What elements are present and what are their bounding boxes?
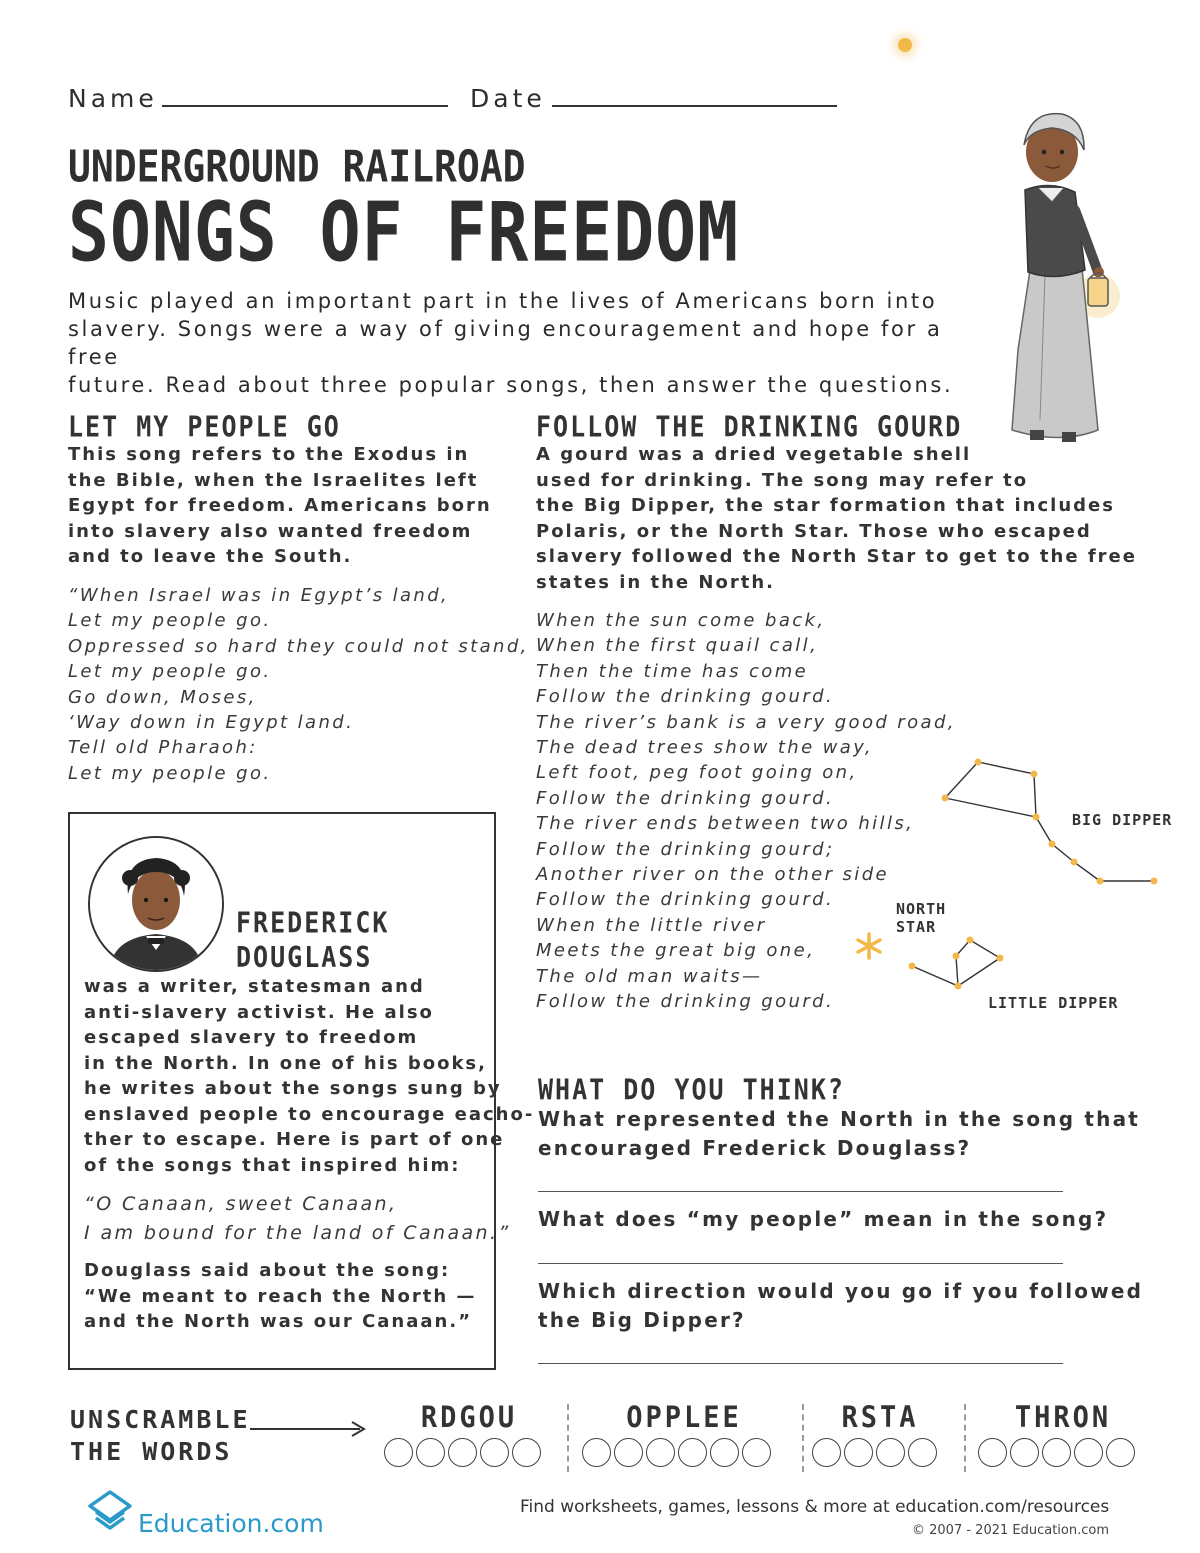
- name-label: Name: [68, 84, 158, 113]
- answer-1-field[interactable]: [538, 1191, 1063, 1192]
- lyric-line: Follow the drinking gourd.: [536, 991, 835, 1013]
- lyric-line: The river ends between two hills,: [536, 813, 915, 835]
- lyric-line: Tell old Pharaoh:: [68, 737, 258, 759]
- lyric-line: Follow the drinking gourd.: [536, 889, 835, 911]
- north-star-icon: [858, 934, 880, 958]
- lyric-line: Follow the drinking gourd.: [536, 787, 835, 809]
- lyric-line: Then the time has come: [536, 660, 809, 682]
- letter-circle[interactable]: [812, 1438, 841, 1467]
- lyric-line: Go down, Moses,: [68, 686, 257, 708]
- letter-circle[interactable]: [448, 1438, 477, 1467]
- section1-body: [68, 442, 492, 570]
- quote-line: “O Canaan, sweet Canaan,: [84, 1193, 398, 1215]
- body-line: and to leave the South.: [68, 546, 353, 567]
- footer-tagline: Find worksheets, games, lessons & more at education.com/resources: [520, 1497, 1110, 1517]
- douglass-name-line: FREDERICK: [236, 906, 390, 940]
- body-line: of the songs that inspired him:: [84, 1154, 461, 1176]
- question-line: encouraged Frederick Douglass?: [538, 1136, 972, 1160]
- lyric-line: Another river on the other side: [536, 864, 890, 886]
- douglass-portrait: [88, 836, 224, 972]
- letter-circle[interactable]: [908, 1438, 937, 1467]
- answer-circles-1[interactable]: [384, 1438, 564, 1471]
- letter-circle[interactable]: [614, 1438, 643, 1467]
- lyric-line: Left foot, peg foot going on,: [536, 762, 858, 784]
- douglass-name-line: DOUGLASS: [236, 940, 373, 974]
- scrambled-word-3: RSTA: [841, 1400, 919, 1435]
- lyric-line: The river’s bank is a very good road,: [536, 711, 956, 733]
- answer-3-field[interactable]: [538, 1363, 1063, 1364]
- questions-title: WHAT DO YOU THINK?: [538, 1073, 845, 1107]
- name-field[interactable]: [162, 105, 448, 107]
- body-line: states in the North.: [536, 571, 775, 593]
- body-line: anti-slavery activist. He also: [84, 1001, 434, 1023]
- body-line: slavery followed the North Star to get to the free: [536, 546, 1137, 567]
- letter-circle[interactable]: [1074, 1438, 1103, 1467]
- worksheet-title: SONGS OF FREEDOM: [68, 186, 740, 281]
- letter-circle[interactable]: [384, 1438, 413, 1467]
- intro-paragraph: [68, 287, 988, 399]
- letter-circle[interactable]: [1010, 1438, 1039, 1467]
- intro-line: Music played an important part in the lives of Americans born into: [68, 289, 938, 313]
- answer-2-field[interactable]: [538, 1263, 1063, 1264]
- body-line: Douglass said about the song:: [84, 1260, 451, 1281]
- douglass-body: [84, 974, 534, 1178]
- word-divider: [964, 1404, 966, 1472]
- lyric-line: When the little river: [536, 914, 767, 936]
- question-3: [538, 1277, 1143, 1335]
- letter-circle[interactable]: [978, 1438, 1007, 1467]
- unscramble-label-line: UNSCRAMBLE: [70, 1405, 251, 1434]
- worksheet-subtitle: UNDERGROUND RAILROAD: [68, 141, 526, 192]
- unscramble-label: [70, 1404, 251, 1468]
- letter-circle[interactable]: [416, 1438, 445, 1467]
- lyric-line: Follow the drinking gourd.: [536, 686, 835, 708]
- north-star-label-line: NORTH: [896, 900, 947, 918]
- question-line: What does “my people” mean in the song?: [538, 1207, 1109, 1231]
- letter-circle[interactable]: [844, 1438, 873, 1467]
- word-divider: [567, 1404, 569, 1472]
- lyric-line: Oppressed so hard they could not stand,: [68, 635, 529, 657]
- letter-circle[interactable]: [646, 1438, 675, 1467]
- arrow-right-icon: [250, 1419, 368, 1439]
- body-line: he writes about the songs sung by: [84, 1078, 502, 1099]
- question-2: [538, 1205, 1108, 1234]
- body-line: A gourd was a dried vegetable shell: [536, 444, 972, 465]
- intro-line: slavery. Songs were a way of giving encouragement and hope for a free: [68, 317, 943, 369]
- scrambled-word-1: RDGOU: [420, 1400, 518, 1435]
- intro-line: future. Read about three popular songs, then answer the questions.: [68, 373, 954, 397]
- body-line: was a writer, statesman and: [84, 976, 425, 997]
- section-title-follow-the-drinking-gourd: FOLLOW THE DRINKING GOURD: [536, 410, 963, 444]
- body-line: and the North was our Canaan.”: [84, 1311, 473, 1332]
- letter-circle[interactable]: [678, 1438, 707, 1467]
- scrambled-word-4: THRON: [1014, 1400, 1112, 1435]
- answer-circles-4[interactable]: [978, 1438, 1158, 1471]
- section-title-let-my-people-go: LET MY PEOPLE GO: [68, 410, 341, 444]
- letter-circle[interactable]: [512, 1438, 541, 1467]
- body-line: Egypt for freedom. Americans born: [68, 495, 492, 516]
- question-line: What represented the North in the song that: [538, 1107, 1141, 1131]
- date-label: Date: [470, 84, 546, 113]
- body-line: ther to escape. Here is part of one: [84, 1129, 505, 1150]
- body-line: the Big Dipper, the star formation that includes: [536, 495, 1115, 516]
- douglass-quote: [84, 1190, 511, 1248]
- north-star-label-line: STAR: [896, 918, 937, 936]
- lyric-line: Let my people go.: [68, 661, 272, 683]
- letter-circle[interactable]: [1042, 1438, 1071, 1467]
- body-line: used for drinking. The song may refer to: [536, 469, 1029, 491]
- lyric-line: “When Israel was in Egypt’s land,: [68, 585, 450, 606]
- question-line: Which direction would you go if you followed: [538, 1279, 1144, 1303]
- body-line: in the North. In one of his books,: [84, 1052, 487, 1074]
- letter-circle[interactable]: [876, 1438, 905, 1467]
- section2-body: [536, 442, 1137, 595]
- date-field[interactable]: [552, 105, 837, 107]
- decorative-star-icon: [898, 38, 912, 52]
- scrambled-word-2: OPPLEE: [626, 1400, 742, 1435]
- letter-circle[interactable]: [582, 1438, 611, 1467]
- lyric-line: Let my people go.: [68, 762, 272, 784]
- body-line: the Bible, when the Israelites left: [68, 469, 479, 491]
- answer-circles-2[interactable]: [582, 1438, 792, 1471]
- woman-with-lantern-illustration: [990, 100, 1140, 460]
- unscramble-label-line: THE WORDS: [70, 1437, 233, 1466]
- body-line: Polaris, or the North Star. Those who escaped: [536, 520, 1092, 542]
- constellation-diagram: [840, 750, 1173, 1000]
- body-line: “We meant to reach the North —: [84, 1285, 477, 1307]
- lyric-line: When the first quail call,: [536, 635, 819, 657]
- body-line: This song refers to the Exodus in: [68, 444, 470, 465]
- education-logo-icon: [84, 1484, 136, 1536]
- lyric-line: Let my people go.: [68, 610, 272, 632]
- footer-copyright: © 2007 - 2021 Education.com: [912, 1523, 1110, 1538]
- letter-circle[interactable]: [742, 1438, 771, 1467]
- douglass-name: [236, 906, 389, 975]
- douglass-said: [84, 1258, 476, 1335]
- lyric-line: Follow the drinking gourd;: [536, 838, 835, 860]
- lyric-line: The old man waits—: [536, 965, 763, 987]
- north-star-label: [896, 900, 946, 936]
- body-line: escaped slavery to freedom: [84, 1027, 419, 1048]
- quote-line: I am bound for the land of Canaan.”: [84, 1222, 511, 1244]
- education-logo-text[interactable]: Education.com: [138, 1509, 324, 1538]
- section1-lyrics: [68, 583, 529, 786]
- lyric-line: When the sun come back,: [536, 610, 826, 631]
- question-1: [538, 1105, 1140, 1163]
- lyric-line: The dead trees show the way,: [536, 737, 874, 759]
- letter-circle[interactable]: [710, 1438, 739, 1467]
- big-dipper-label: BIG DIPPER: [1072, 811, 1173, 829]
- question-line: the Big Dipper?: [538, 1308, 746, 1332]
- body-line: into slavery also wanted freedom: [68, 520, 473, 542]
- answer-circles-3[interactable]: [812, 1438, 957, 1471]
- little-dipper-label: LITTLE DIPPER: [988, 994, 1119, 1012]
- letter-circle[interactable]: [480, 1438, 509, 1467]
- douglass-portrait-illustration: [90, 838, 222, 970]
- lyric-line: ‘Way down in Egypt land.: [68, 712, 355, 734]
- word-divider: [802, 1404, 804, 1472]
- body-line: enslaved people to encourage eacho-: [84, 1103, 535, 1125]
- lyric-line: Meets the great big one,: [536, 940, 816, 962]
- letter-circle[interactable]: [1106, 1438, 1135, 1467]
